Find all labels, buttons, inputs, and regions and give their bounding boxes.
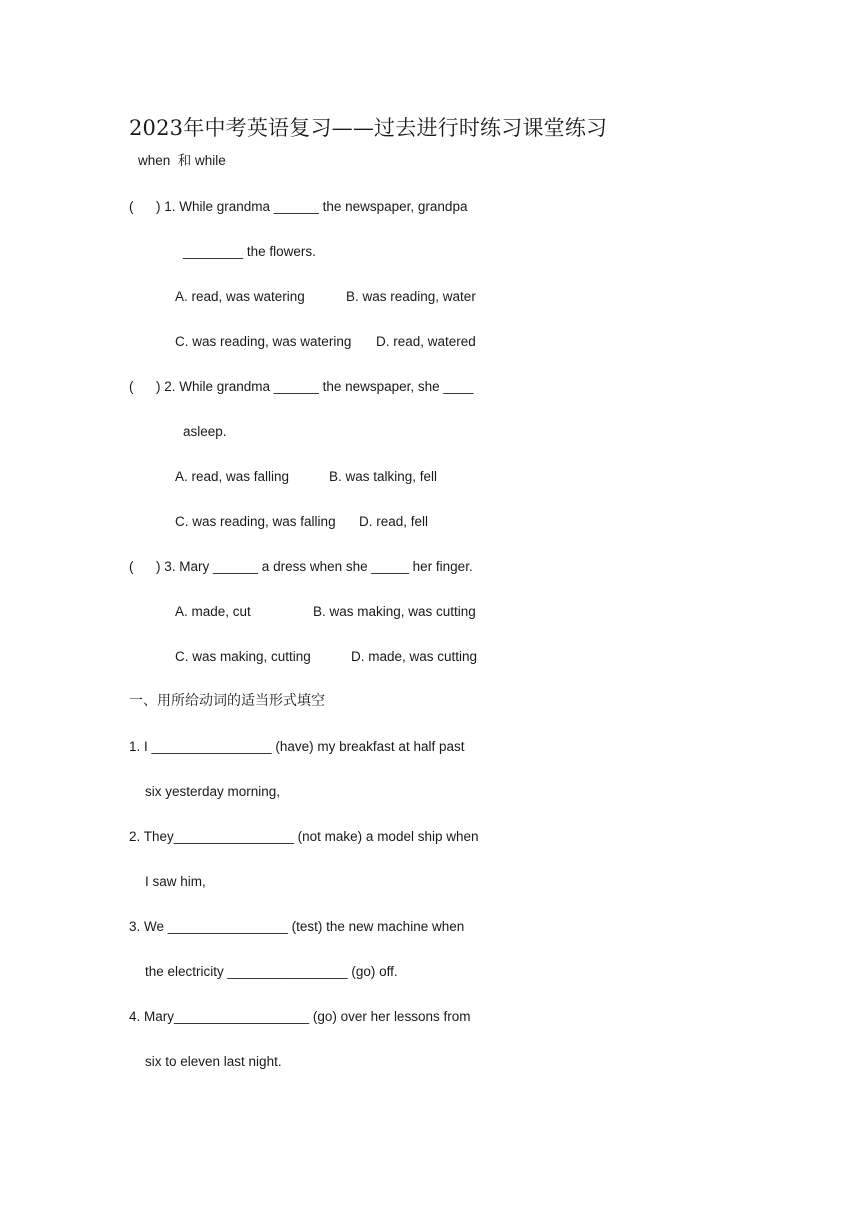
page-title: 2023年中考英语复习——过去进行时练习课堂练习: [129, 116, 608, 140]
fill-blank-3-line1: 3. We ________________ (test) the new machine when: [129, 919, 465, 934]
question-3-option-a: A. made, cut: [175, 604, 251, 619]
question-1-option-c: C. was reading, was watering: [175, 334, 352, 349]
question-2-option-a: A. read, was falling: [175, 469, 290, 484]
question-2-option-b: B. was talking, fell: [329, 469, 438, 484]
fill-blank-1-line1: 1. I ________________ (have) my breakfast at half past: [129, 739, 465, 754]
question-3-option-d: D. made, was cutting: [351, 649, 478, 664]
question-3-stem-line1: ( ) 3. Mary ______ a dress when she _____ her finger.: [129, 559, 473, 574]
question-2-stem-line2: asleep.: [183, 424, 227, 439]
fill-blank-2-line2: I saw him,: [145, 874, 206, 889]
question-1-option-d: D. read, watered: [376, 334, 476, 349]
question-2-option-c: C. was reading, was falling: [175, 514, 336, 529]
question-2-option-d: D. read, fell: [359, 514, 429, 529]
fill-blank-3-line2: the electricity ________________ (go) off.: [145, 964, 398, 979]
question-2-stem-line1: ( ) 2. While grandma ______ the newspaper, she ____: [129, 379, 474, 394]
question-1-stem-line2: ________ the flowers.: [183, 244, 316, 259]
section-heading: 一、用所给动词的适当形式填空: [129, 693, 325, 709]
question-3-option-c: C. was making, cutting: [175, 649, 311, 664]
fill-blank-2-line1: 2. They________________ (not make) a model ship when: [129, 829, 479, 844]
fill-blank-4-line1: 4. Mary__________________ (go) over her lessons from: [129, 1009, 471, 1024]
question-1-option-b: B. was reading, water: [346, 289, 476, 304]
page-subtitle: when 和 while: [138, 153, 226, 168]
question-1-option-a: A. read, was watering: [175, 289, 305, 304]
question-3-option-b: B. was making, was cutting: [313, 604, 476, 619]
fill-blank-1-line2: six yesterday morning,: [145, 784, 281, 799]
question-1-stem-line1: ( ) 1. While grandma ______ the newspaper, grandpa: [129, 199, 468, 214]
fill-blank-4-line2: six to eleven last night.: [145, 1054, 282, 1069]
